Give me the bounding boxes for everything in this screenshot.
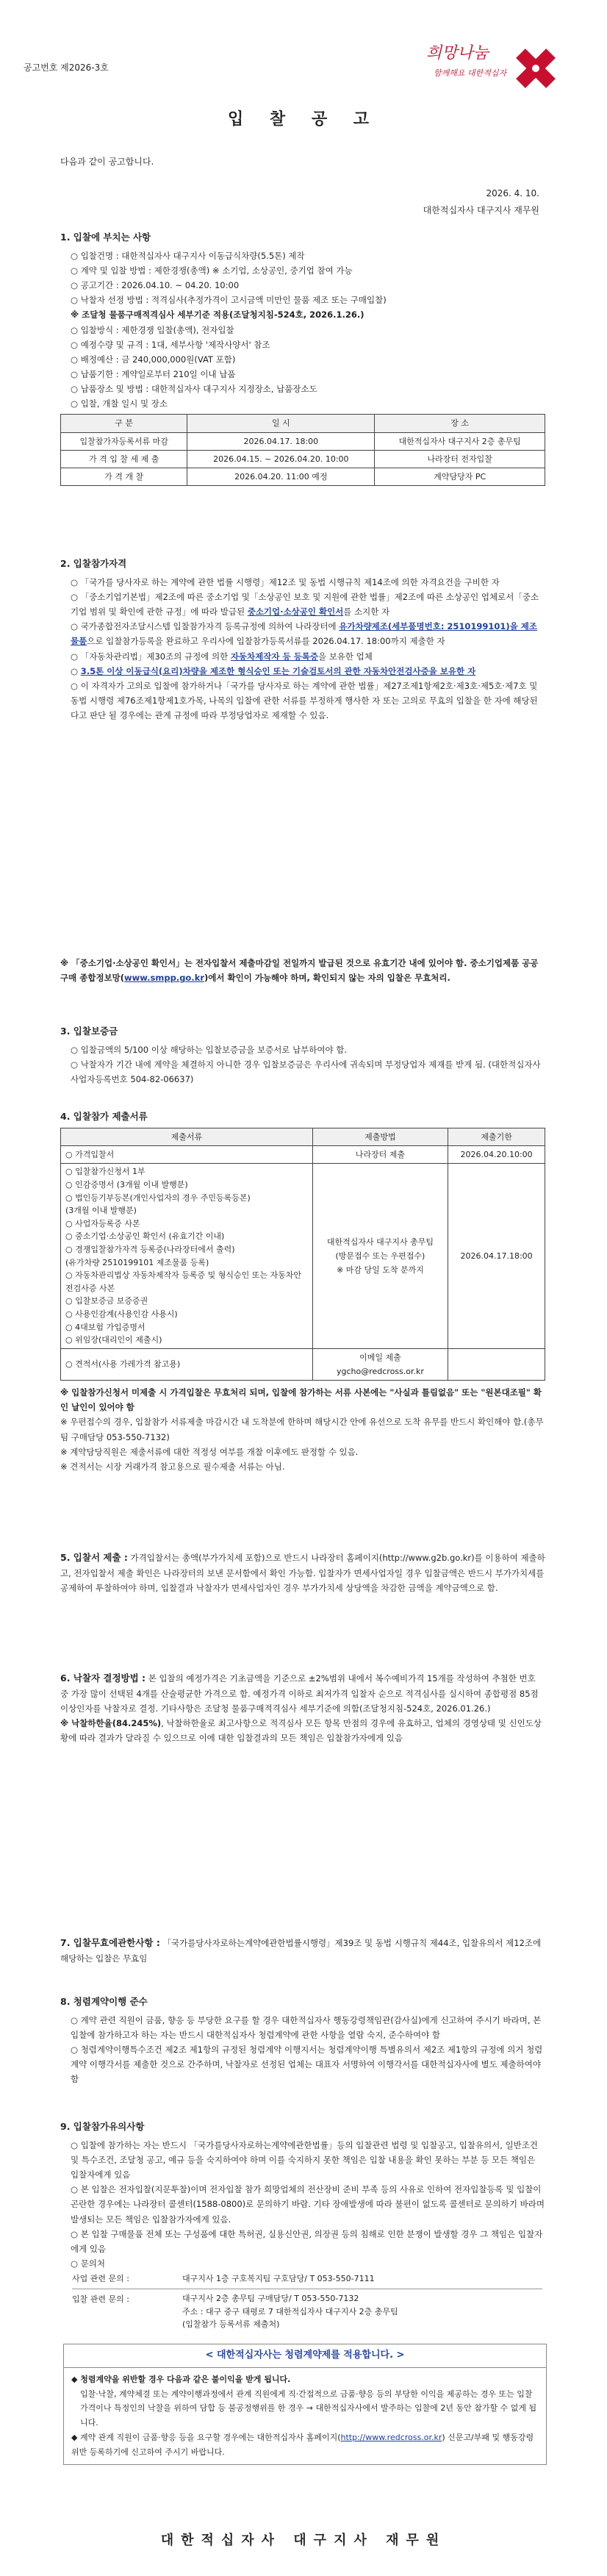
integrity-notice-box bbox=[63, 2344, 547, 2465]
section-3 bbox=[60, 1023, 545, 1087]
doc-item: ○ 사용인감계(사용인감 사용시) bbox=[65, 1309, 178, 1319]
s2-p1: 「국가를 당사자로 하는 계약에 관한 법률 시행령」제12조 및 동법 시행규칙 제14조에 의한 자격요건을 구비한 자 bbox=[80, 576, 500, 587]
section-4-title: 4. 입찰참가 제출서류 bbox=[60, 1111, 148, 1122]
s1-item: ○ 입찰방식 : 제한경쟁 입찰(총액), 전자입찰 bbox=[71, 324, 234, 335]
s1-item: ○ 입찰건명 : 대한적십자사 대구지사 이동급식차량(5.5톤) 제작 bbox=[71, 250, 305, 261]
s8-p1: 계약 관련 직원이 금품, 향응 등 부당한 요구를 할 경우 대한적십자사 행동강령책임관(감사실)에게 신고하여 주시기 바라며, 본 입찰에 참가하고자 하는 자는 반드시 대한적십자사 청렴계약에 관한 사항을 열람 숙지, 준수하여야 함 bbox=[71, 2014, 542, 2040]
s9-p1: 입찰에 참가하는 자는 반드시 「국가를당사자로하는계약에관한법률」등의 입찰관련 법령 및 입찰공고, 입찰유의서, 일반조건 및 특수조건, 조달청 공고, 예규 등을 숙지하여야 하며 이를 숙지하지 못한 책임은 입찰 내용을 확인 못하는 부분 등 모든 책임은 입찰자에게 있음 bbox=[71, 2139, 539, 2180]
s1-item: ○ 배정예산 : 금 240,000,000원(VAT 포함) bbox=[71, 354, 236, 365]
smpp-link[interactable]: www.smpp.go.kr bbox=[124, 973, 205, 984]
s2-para: ○ 3.5톤 이상 이동급식(요리)차량을 제조한 형식승인 또는 기술검토서의 관한 자동차안전검사증을 보유한 자 bbox=[71, 665, 476, 676]
s2-p2a: 「중소기업기본법」제2조에 따른 중소기업 및「소상공인 보호 및 지원에 관한 법률」제2조에 따른 소상공인 업체로서「중소기업 범위 및 확인에 관한 규정」에 따라 발급된 bbox=[71, 592, 539, 618]
s1-item: ○ 납품기한 : 계약일로부터 210일 이내 납품 bbox=[71, 368, 236, 379]
table-cell: 가 격 개 찰 bbox=[61, 468, 187, 486]
s9-para: ○ 본 입찰은 전자입찰(지문투찰)이며 전자입찰 참가 희망업체의 전산장비 준비 부족 등의 사유로 인하여 전자입찰등록 및 입찰이 곤란한 경우에는 나라장터 콜센터(1588-0800)로 문의하기 바람. 기타 장애발생에 따라 불편이 없도록 콜센터로 문의하기 바라며 발생되는 모든 책임은 입찰참가자에게 있음. bbox=[71, 2184, 545, 2225]
s9-p3: 본 입찰 구매물품 전체 또는 구성품에 대한 특허권, 실용신안권, 의장권 등의 침해로 인한 분쟁이 발생할 경우 그 책임은 입찰자에게 있음 bbox=[71, 2228, 543, 2254]
s7-text: 「국가를당사자로하는계약에관한법률시행령」제39조 및 동법 시행규칙 제44조, 입찰유의서 제12조에 해당하는 입찰은 무효임 bbox=[60, 1938, 542, 1964]
doc-item: ○ 입찰참가신청서 1부 bbox=[65, 1167, 146, 1177]
doc-item: (유가차량 2510199101 제조물품 등록) bbox=[65, 1257, 209, 1267]
s2-p3c: 으로 입찰참가등록을 완료하고 우리사에 입찰참가등록서류를 2026.04.17. 18:00까지 제출한 자 bbox=[87, 636, 445, 647]
s9-p2: 본 입찰은 전자입찰(지문투찰)이며 전자입찰 참가 희망업체의 전산장비 준비 부족 등의 사유로 인하여 전자입찰등록 및 입찰이 곤란한 경우에는 나라장터 콜센터(1588-0800)로 문의하기 바람. 기타 장애발생에 따라 불편이 없도록 콜센터로 문의하기 바라며 발생되는 모든 책임은 입찰참가자에게 있음. bbox=[71, 2184, 545, 2225]
contact-label: 사업 관련 문의 : bbox=[72, 2269, 182, 2289]
contact-value: 대구지사 1층 구호복지팀 구호담당/ T 053-550-7111 bbox=[182, 2269, 542, 2289]
table-cell: 2026.04.17.18:00 bbox=[448, 1164, 545, 1348]
s1-item-note: ※ 조달청 물품구매적격심사 세부기준 적용(조달청지침-524호, 2026.1.26.) bbox=[71, 310, 364, 321]
s2-p2b: 중소기업·소상공인 확인서 bbox=[247, 607, 344, 618]
integrity-notice-title: < 대한적십자사는 청렴계약제를 적용합니다. > bbox=[64, 2344, 546, 2368]
s2-p4c: 을 보유한 업체 bbox=[317, 651, 373, 662]
table-cell: 나라장터 전자입찰 bbox=[375, 450, 545, 468]
s2-p3b: 유가차량제조(세부품명번호: 2510199101)을 제조물품 bbox=[71, 621, 538, 647]
s9-p4: 문의처 bbox=[80, 2258, 106, 2269]
table-cell: 2026.04.20. 11:00 예정 bbox=[187, 468, 375, 486]
table-cell: ○ 가격입찰서 bbox=[61, 1146, 313, 1164]
table-row bbox=[61, 432, 545, 450]
table-row bbox=[61, 1164, 545, 1348]
section-5 bbox=[60, 1550, 545, 1595]
table-cell: 계약담당자 PC bbox=[375, 468, 545, 486]
footer-line: ◆ 청렴계약을 위반할 경우 다음과 같은 불이익을 받게 됩니다. bbox=[71, 2374, 291, 2384]
doc-item: ○ 4대보험 가입증명서 bbox=[65, 1322, 146, 1332]
table-cell: 대한적십자사 대구지사 2층 총무팀 bbox=[375, 432, 545, 450]
s9-para: ○ 문의처 bbox=[71, 2258, 106, 2269]
contact-value: 대구지사 2층 총무팀 구매담당/ T 053-550-7132 주소 : 대구 중구 태평로 7 대한적십자사 대구지사 2층 총무팀 (입찰참가 등록서류 제출처) bbox=[182, 2294, 398, 2330]
section-7-title: 7. 입찰무효에관한사항 : bbox=[60, 1937, 160, 1948]
doc-item: ○ 중소기업·소상공인 확인서 (유효기간 이내) bbox=[65, 1231, 225, 1242]
logo-line1: 희망나눔 bbox=[426, 44, 489, 62]
s3-para: ○ 낙찰자가 기간 내에 계약을 체결하지 아니한 경우 입찰보증금은 우리사에 귀속되며 부정당업자 제재를 받게 됨. (대한적십자사 사업자등록번호 504-82-06637) bbox=[71, 1059, 541, 1085]
s2-para: ○ 「자동차관리법」제30조의 규정에 의한 자동차제작자 등 등록증을 보유한 업체 bbox=[71, 651, 373, 662]
doc-item: ○ 경쟁입찰참가자격 등록증(나라장터에서 출력) bbox=[65, 1244, 235, 1254]
s6-text: 본 입찰의 예정가격은 기초금액을 기준으로 ±2%범위 내에서 복수예비가격 15개를 작성하여 추첨한 번호 중 가장 많이 선택된 4개를 산술평균한 가격으로 함. 예정가격 이하로 최저가격 입찰자 순으로 적격심사를 실시하여 종합평점 85점 이상인자를 낙찰자로 결정. 기타사항은 조달청 물품구매적격심사 세부기준에 의함(조달청지침-524호, 2026.01.26.) bbox=[60, 1673, 539, 1714]
section-9 bbox=[60, 2119, 545, 2271]
table-cell: 나라장터 제출 bbox=[312, 1146, 448, 1164]
table-header-cell: 장 소 bbox=[375, 415, 545, 432]
issue-date: 2026. 4. 10. bbox=[486, 188, 539, 198]
s2-para: ○ 「국가를 당사자로 하는 계약에 관한 법률 시행령」제12조 및 동법 시행규칙 제14조에 의한 자격요건을 구비한 자 bbox=[71, 576, 500, 587]
s1-item: ○ 입찰, 개찰 일시 및 장소 bbox=[71, 398, 168, 409]
redcross-link[interactable]: http://www.redcross.or.kr bbox=[340, 2432, 442, 2442]
section-6 bbox=[60, 1670, 545, 1745]
table-cell: 대한적십자사 대구지사 총무팀 (방문접수 또는 우편접수) ※ 마감 당일 도착 분까지 bbox=[312, 1164, 448, 1348]
issue-date-block bbox=[423, 185, 539, 219]
table-cell bbox=[448, 1348, 545, 1381]
table-cell: 2026.04.15. ~ 2026.04.20. 10:00 bbox=[187, 450, 375, 468]
doc-item: ○ 인감증명서 (3개월 이내 발행분) bbox=[65, 1179, 188, 1189]
notice-number: 공고번호 제2026-3호 bbox=[24, 62, 109, 73]
contact-row bbox=[72, 2269, 542, 2289]
s5-text: 가격입찰서는 총액(부가가치세 포함)으로 반드시 나라장터 홈페이지(http://www.g2b.go.kr)를 이용하여 제출하고, 전자입찰서 제출 확인은 나라장터의 보낸 문서함에서 확인 가능함. 입찰자가 면세사업자일 경우 입찰금액은 반드시 부가가치세를 공제하여 투찰하여야 하며, 입찰결과 낙찰자가 면세사업자인 경우 부가가치세 상당액을 차감한 금액을 계약금액으로 함. bbox=[60, 1553, 545, 1593]
footer-line bbox=[71, 2430, 539, 2460]
s2-p4a: 「자동차관리법」제30조의 규정에 의한 bbox=[80, 651, 231, 662]
intro-text: 다음과 같이 공고합니다. bbox=[60, 157, 154, 167]
doc-item: ○ 입찰보증금 보증증권 bbox=[65, 1296, 148, 1306]
table-cell: 가 격 입 찰 세 제 출 bbox=[61, 450, 187, 468]
table-header-cell: 제출방법 bbox=[312, 1128, 448, 1145]
s9-para: ○ 입찰에 참가하는 자는 반드시 「국가를당사자로하는계약에관한법률」등의 입찰관련 법령 및 입찰공고, 입찰유의서, 일반조건 및 특수조건, 조달청 공고, 예규 등을 숙지하여야 하며 이를 숙지하지 못한 책임은 입찰 내용을 확인 못하는 부분 등 모든 책임은 입찰자에게 있음 bbox=[71, 2139, 539, 2180]
s2-p5: 3.5톤 이상 이동급식(요리)차량을 제조한 형식승인 또는 기술검토서의 관한 자동차안전검사증을 보유한 자 bbox=[80, 665, 476, 676]
s4-note: ※ 우편접수의 경우, 입찰참가 서류제출 마감시간 내 도착분에 한하며 해당시간 안에 유선으로 도착 유무를 반드시 확인해야 함.(총무팀 구매담당 053-550-7132) bbox=[60, 1417, 544, 1442]
page-title: 입 찰 공 고 bbox=[228, 110, 379, 129]
documents-table bbox=[60, 1128, 545, 1381]
s3-p1: 입찰금액의 5/100 이상 해당하는 입찰보증금을 보증서로 납부하여야 함. bbox=[80, 1044, 348, 1055]
table-cell: 2026.04.20.10:00 bbox=[448, 1146, 545, 1164]
table-header-cell: 구 분 bbox=[61, 415, 187, 432]
table-row bbox=[61, 450, 545, 468]
s1-item: ○ 낙찰자 선정 방법 : 적격심사(추정가격이 고시금액 미만인 물품 제조 또는 구매입찰) bbox=[71, 295, 387, 306]
table-cell: 이메일 제출 ygcho@redcross.or.kr bbox=[312, 1348, 448, 1381]
contacts-table bbox=[72, 2269, 542, 2334]
s6-rate: ※ 낙찰하한율(84.245%) bbox=[60, 1718, 162, 1729]
s2-p4b: 자동차제작자 등 등록증 bbox=[230, 651, 318, 662]
signature: 대한적십자사 대구지사 재무원 bbox=[160, 2533, 447, 2548]
schedule-table bbox=[60, 414, 545, 486]
logo-line2: 함께해요 대한적십자 bbox=[434, 68, 507, 78]
s1-item: ○ 예정수량 및 규격 : 1대, 세부사항 '제작사양서' 참조 bbox=[71, 339, 270, 350]
section-5-title: 5. 입찰서 제출 : bbox=[60, 1552, 128, 1563]
section-8-title: 8. 청렴계약이행 준수 bbox=[60, 1996, 148, 2007]
table-cell: ○ 견적서(사용 가레가격 참고용) bbox=[61, 1348, 313, 1381]
table-header-cell: 제출서류 bbox=[61, 1128, 313, 1145]
issuer: 대한적십자사 대구지사 재무원 bbox=[423, 204, 539, 215]
section-2 bbox=[60, 556, 545, 723]
table-header-cell: 제출기한 bbox=[448, 1128, 545, 1145]
s2-para: ○ 「중소기업기본법」제2조에 따른 중소기업 및「소상공인 보호 및 지원에 관한 법률」제2조에 따른 소상공인 업체로서「중소기업 범위 및 확인에 관한 규정」에 따라 발급된 중소기업·소상공인 확인서를 소지한 자 bbox=[71, 592, 539, 618]
s8-p2: 청렴계약이행특수조건 제2조 제1항의 규정된 청렴계약 이행지서는 청렴계약이행 특별유의서 제2조 제1항의 규정에 의거 청렴계약 이행각서를 제출한 것으로 간주하며, 낙찰자로 선정된 업체는 대표자 서명하여 이행각서를 대한적십자사에 별도 제출하여야 함 bbox=[71, 2044, 543, 2085]
campaign-logo bbox=[412, 29, 522, 96]
section-8 bbox=[60, 1994, 545, 2087]
footer-l3a: ◆ 계약 관계 직원이 금품·향응 등을 요구할 경우에는 대한적십자사 홈페이지( bbox=[71, 2432, 341, 2442]
table-header-row bbox=[61, 415, 545, 432]
s4-note: ※ 계약담당직원은 제출서류에 대한 적정성 여부를 개찰 이후에도 판정할 수 있음. bbox=[60, 1446, 359, 1457]
s1-item: ○ 납품장소 및 방법 : 대한적십자사 대구지사 지정장소, 납품장소도 bbox=[71, 384, 317, 394]
s3-p2: 낙찰자가 기간 내에 계약을 체결하지 아니한 경우 입찰보증금은 우리사에 귀속되며 부정당업자 제재를 받게 됨. (대한적십자사 사업자등록번호 504-82-06637) bbox=[71, 1059, 541, 1085]
s1-item: ○ 공고기간 : 2026.04.10. ~ 04.20. 10:00 bbox=[71, 280, 240, 291]
doc-item: ○ 자동차관리법상 자동차제작자 등록증 및 형식승인 또는 자동차안전검사증 사본 bbox=[65, 1270, 301, 1293]
footer-line: 입찰·낙찰, 계약체결 또는 계약이행과정에서 관계 직원에게 직·간접적으로 금품·향응 등의 부당한 이익을 제공하는 경우 또는 입찰가격이나 특정인의 낙찰을 위하여 담합 등 불공정행위를 한 경우 → 대한적십자사에서 발주하는 입찰에 2년 동안 참가할 수 없게 됩니다. bbox=[80, 2389, 537, 2428]
section-4 bbox=[60, 1109, 545, 1474]
s2-p6: 이 자격자가 고의로 입찰에 참가하거나「국가를 당사자로 하는 계약에 관한 법률」제27조제1항제2호·제3호·제5호·제7호 및 동법 시행령 제76조제1항제1호가목, 나목의 입찰에 관한 서류를 부정하게 행사한 자 또는 고의로 무효의 입찰을 한 자에 해당된다고 판단 될 경우에는 관계 규정에 따라 부정당업자로 제재할 수 있음. bbox=[71, 680, 538, 720]
s9-para: ○ 본 입찰 구매물품 전체 또는 구성품에 대한 특허권, 실용신안권, 의장권 등의 침해로 인한 분쟁이 발생할 경우 그 책임은 입찰자에게 있음 bbox=[71, 2228, 543, 2254]
s6-rest: , 낙찰하한율로 최고사항으로 적격심사 모든 항목 만점의 경우에 유효하고, 업체의 경영상태 및 신인도상황에 따라 결과가 달라질 수 있으므로 이에 대한 입찰결과의 모든 책임은 입찰참가자에게 있음 bbox=[60, 1718, 542, 1744]
doc-item: ○ 사업자등록증 사본 bbox=[65, 1218, 140, 1228]
footer-l3b: ) 신문고/부패 및 행동강령위반 등록하기에 신고하여 주시기 바랍니다. bbox=[71, 2432, 534, 2457]
s2-para: ○ 이 자격자가 고의로 입찰에 참가하거나「국가를 당사자로 하는 계약에 관한 법률」제27조제1항제2호·제3호·제5호·제7호 및 동법 시행령 제76조제1항제1호가목, 나목의 입찰에 관한 서류를 부정하게 행사한 자 또는 고의로 무효의 입찰을 한 자에 해당된다고 판단 될 경우에는 관계 규정에 따라 부정당업자로 제재할 수 있음. bbox=[71, 680, 538, 720]
section-3-title: 3. 입찰보증금 bbox=[60, 1026, 118, 1037]
table-header-row bbox=[61, 1128, 545, 1145]
table-header-cell: 일 시 bbox=[187, 415, 375, 432]
section-7 bbox=[60, 1935, 545, 1966]
section-1-title: 1. 입찰에 부치는 사항 bbox=[60, 232, 151, 243]
table-row bbox=[61, 1146, 545, 1164]
contacts-block bbox=[72, 2269, 542, 2334]
contact-row bbox=[72, 2289, 542, 2334]
s2-para: ○ 국가종합전자조달시스템 입찰참가자격 등록규정에 의하여 나라장터에 유가차량제조(세부품명번호: 2510199101)을 제조물품으로 입찰참가등록을 완료하고 우리사에 입찰참가등록서류를 2026.04.17. 18:00까지 제출한 자 bbox=[71, 621, 538, 647]
table-cell: 입찰참가자등록서류 마감 bbox=[61, 432, 187, 450]
table-row bbox=[61, 468, 545, 486]
table-cell: 2026.04.17. 18:00 bbox=[187, 432, 375, 450]
doc-item: ○ 법인등기부등본(개인사업자의 경우 주민등록등본) bbox=[65, 1192, 251, 1203]
s2-p2c: 를 소지한 자 bbox=[343, 607, 390, 618]
doc-item: (3개월 이내 발행분) bbox=[65, 1206, 137, 1216]
s2-p3a: 국가종합전자조달시스템 입찰참가자격 등록규정에 의하여 나라장터에 bbox=[80, 621, 340, 632]
s1-item: ○ 계약 및 입찰 방법 : 제한경쟁(총액) ※ 소기업, 소상공인, 중기업 참여 가능 bbox=[71, 265, 353, 276]
section-6-title: 6. 낙찰자 결정방법 : bbox=[60, 1672, 146, 1684]
section-1 bbox=[60, 229, 545, 486]
s2-warning-b: )에서 확인이 가능해야 하며, 확인되지 않는 자의 입찰은 무효처리. bbox=[204, 973, 450, 984]
s2-warning bbox=[60, 956, 545, 985]
red-cross-logo-icon bbox=[510, 43, 561, 94]
doc-item: ○ 위임장(대리인이 제출시) bbox=[65, 1335, 162, 1345]
s4-note: ※ 입찰참가신청서 미제출 시 가격입찰은 무효처리 되며, 입찰에 참가하는 서류 사본에는 "사실과 틀림없음" 또는 "원본대조필" 확인 날인이 있어야 함 bbox=[60, 1387, 542, 1413]
s3-para: ○ 입찰금액의 5/100 이상 해당하는 입찰보증금을 보증서로 납부하여야 함. bbox=[71, 1044, 348, 1055]
documents-list-cell bbox=[61, 1164, 313, 1348]
s4-note: ※ 견적서는 시장 거래가격 참고용으로 필수제출 서류는 아님. bbox=[60, 1461, 285, 1472]
s8-para: ○ 계약 관련 직원이 금품, 향응 등 부당한 요구를 할 경우 대한적십자사 행동강령책임관(감사실)에게 신고하여 주시기 바라며, 본 입찰에 참가하고자 하는 자는 반드시 대한적십자사 청렴계약에 관한 사항을 열람 숙지, 준수하여야 함 bbox=[71, 2014, 542, 2040]
contact-label: 입찰 관련 문의 : bbox=[72, 2294, 129, 2305]
s8-para: ○ 청렴계약이행특수조건 제2조 제1항의 규정된 청렴계약 이행지서는 청렴계약이행 특별유의서 제2조 제1항의 규정에 의거 청렴계약 이행각서를 제출한 것으로 간주하며, 낙찰자로 선정된 업체는 대표자 서명하여 이행각서를 대한적십자사에 별도 제출하여야 함 bbox=[71, 2044, 543, 2085]
section-9-title: 9. 입찰참가유의사항 bbox=[60, 2121, 145, 2132]
table-row bbox=[61, 1348, 545, 1381]
s2-warning-a: ※ 「중소기업·소상공인 확인서」는 전자입찰서 제출마감일 전일까지 발급된 것으로 유효기간 내에 있어야 함. 중소기업제품 공공구매 종합정보망( bbox=[60, 958, 539, 984]
section-2-title: 2. 입찰참가자격 bbox=[60, 558, 127, 569]
